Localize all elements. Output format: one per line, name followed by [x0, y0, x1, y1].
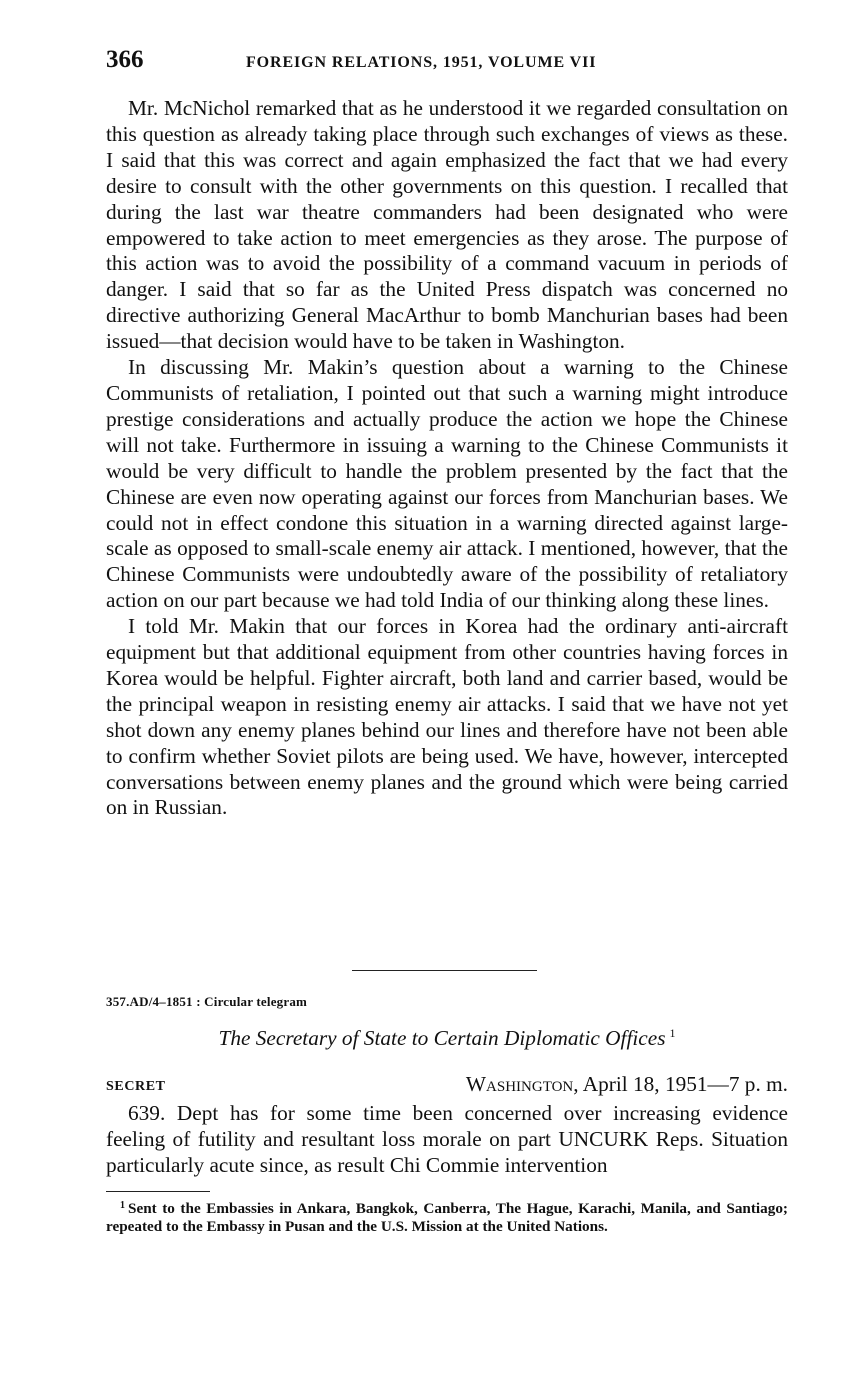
paragraph-consultation: Mr. McNichol remarked that as he understood it we regarded consultation on this question as already taking place through such exchanges of views as these. I said that this was correct and again emphasized the fact that we had every desire to consult with the other governments on this question. I recalled that during the last war theatre commanders had been designated who were empowered to take action to meet emergencies as they arose. The purpose of this action was to avoid the possibility of a command vacuum in periods of danger. I said that so far as the United Press dispatch was concerned no directive authorizing General MacArthur to bomb Manchurian bases had been issued—that decision would have to be taken in Washington.	[106, 96, 788, 354]
footnote-reference: 1	[669, 1026, 676, 1040]
telegram-paragraph: 639. Dept has for some time been concerned over increasing evidence feeling of futility and resultant loss morale on part UNCURK Reps. Situation particularly acute since, as result Chi Commie intervention	[106, 1101, 788, 1177]
section-divider	[352, 970, 537, 971]
file-reference: 357.AD/4–1851 : Circular telegram	[106, 994, 308, 1009]
page-number: 366	[106, 46, 144, 73]
memo-body	[106, 96, 788, 821]
dateline	[466, 1072, 788, 1097]
footnote-rule	[106, 1191, 210, 1192]
footnote	[106, 1197, 788, 1235]
running-head: FOREIGN RELATIONS, 1951, VOLUME VII	[246, 54, 597, 71]
document-title	[106, 1026, 788, 1051]
footnote-marker: 1	[120, 1200, 125, 1211]
page-header	[106, 46, 788, 76]
paragraph-air-defense: I told Mr. Makin that our forces in Korea had the ordinary anti-aircraft equipment but that additional equipment from other countries having forces in Korea would be helpful. Fighter aircraft, both land and carrier based, would be the principal weapon in resisting enemy air attacks. I said that we have not yet shot down any enemy planes behind our lines and therefore have not been able to confirm whether Soviet pilots are being used. We have, however, intercepted conversations between enemy planes and the ground which were being carried on in Russian.	[106, 614, 788, 820]
footnote-text: Sent to the Embassies in Ankara, Bangkok, Canberra, The Hague, Karachi, Manila, and Santiago; repeated to the Embassy in Pusan and the U.S. Mission at the United Nations.	[106, 1200, 788, 1235]
telegram-body	[106, 1101, 788, 1179]
dateline-place: Washington	[465, 1072, 574, 1096]
document-title-text: The Secretary of State to Certain Diplomatic Offices	[218, 1026, 666, 1050]
classification-label: SECRET	[106, 1079, 166, 1094]
dateline-date: , April 18, 1951—7 p. m.	[573, 1072, 788, 1096]
paragraph-warning: In discussing Mr. Makin’s question about a warning to the Chinese Communists of retaliation, I pointed out that such a warning might introduce prestige considerations and actually produce the action we hope the Chinese will not take. Furthermore in issuing a warning to the Chinese Communists it would be very difficult to handle the problem presented by the fact that the Chinese are even now operating against our forces from Manchurian bases. We could not in effect condone this situation in a warning directed against large-scale as opposed to small-scale enemy air attack. I mentioned, however, that the Chinese Communists were undoubtedly aware of the possibility of retaliatory action on our part because we had told India of our thinking along these lines.	[106, 355, 788, 613]
